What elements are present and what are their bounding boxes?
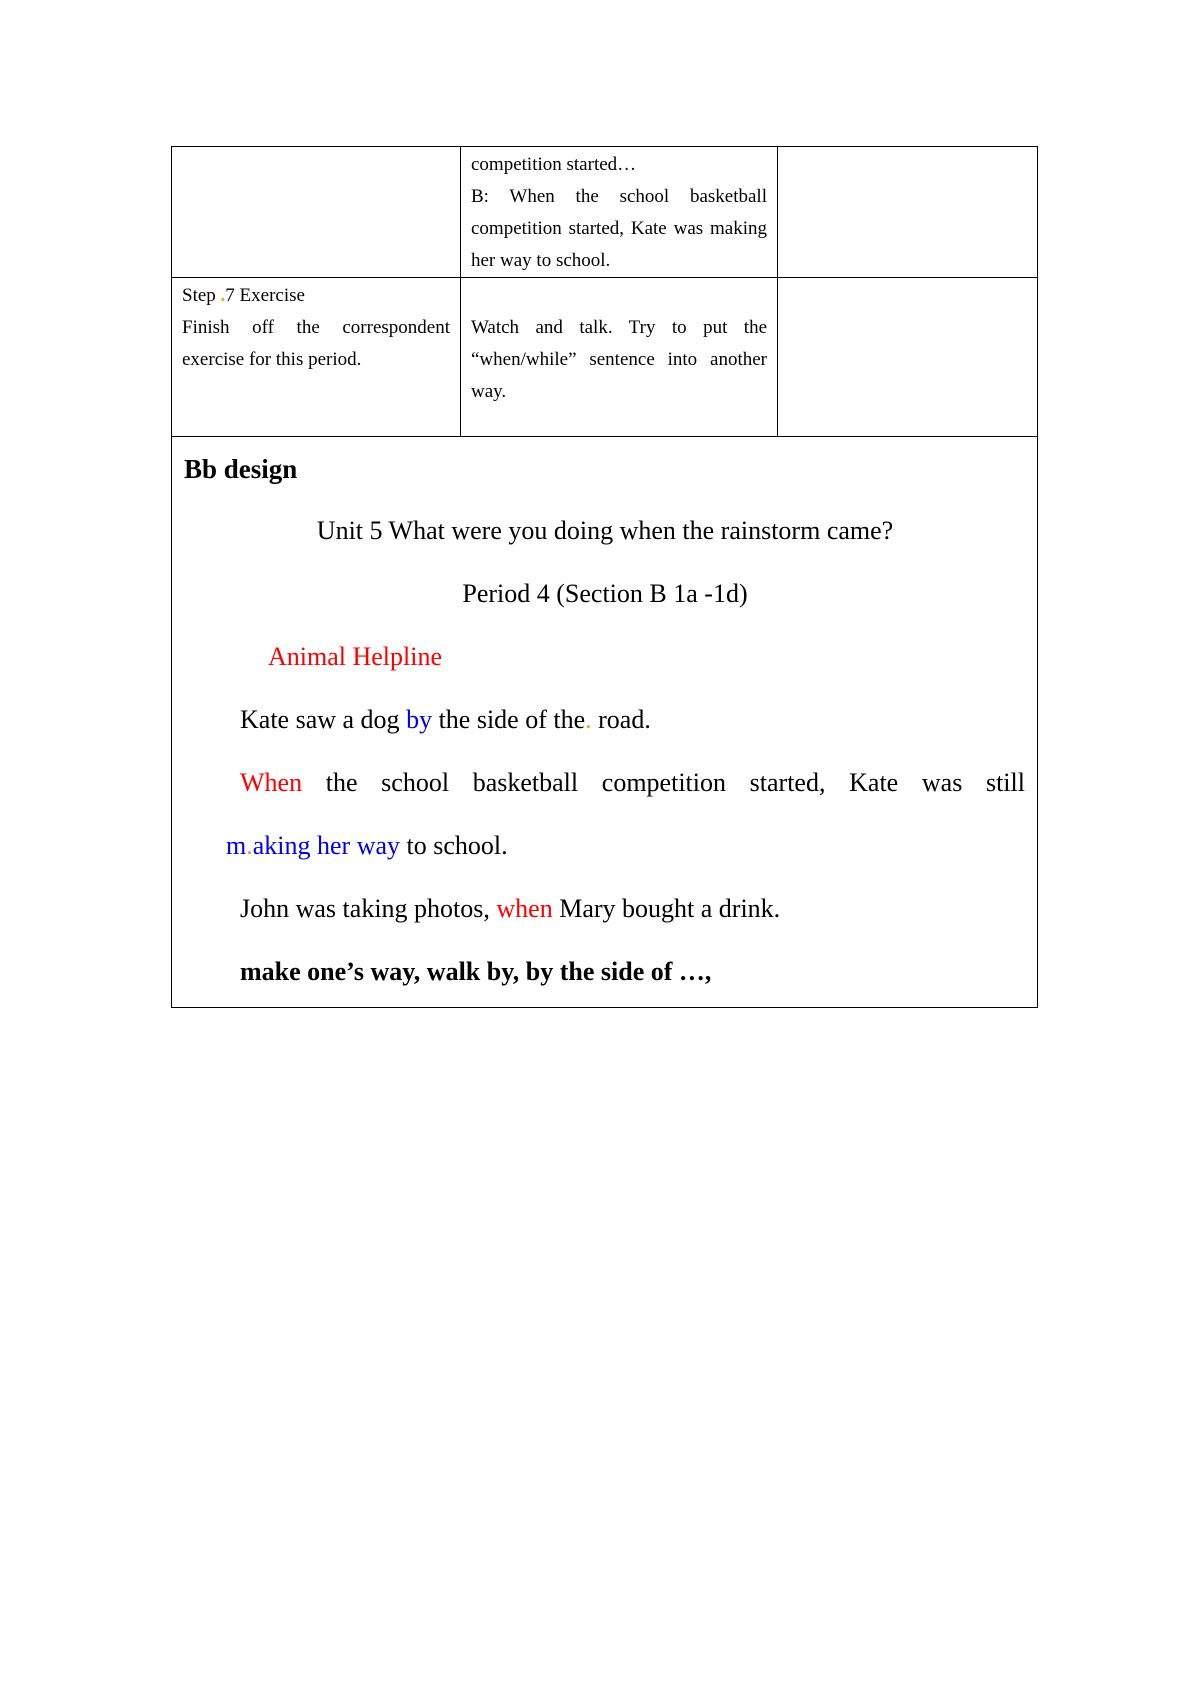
- john-text-1: John was taking photos,: [240, 894, 497, 923]
- lesson-plan-table: [171, 146, 1038, 1008]
- step-heading: [182, 280, 450, 312]
- kate-dot: .: [585, 705, 592, 734]
- kate-by-highlight: by: [406, 705, 433, 734]
- when-word: When: [240, 768, 303, 797]
- john-when-highlight: when: [496, 894, 553, 923]
- row1-purpose-cell: [778, 147, 1038, 278]
- table-row: [172, 147, 1038, 278]
- making-her-way-highlight: aking her way: [252, 831, 401, 860]
- row2-activity-text: Watch and talk. Try to put the “when/while” sentence into another way.: [471, 317, 767, 402]
- step-label: Step: [182, 285, 216, 306]
- row2-procedure-cell: [172, 278, 461, 437]
- step-description: Finish off the correspondent exercise for this period.: [182, 317, 450, 370]
- kate-text-1: Kate saw a dog: [240, 705, 407, 734]
- row1-activity-cell: [461, 147, 778, 278]
- making-dot: .: [246, 831, 253, 860]
- bb-design-title: Bb design: [184, 454, 298, 484]
- john-sentence: [240, 893, 780, 925]
- when-word: was: [921, 768, 963, 797]
- when-word: started,: [749, 768, 826, 797]
- row1-line-2: B: When the school basketball competition started, Kate was making her way to school.: [471, 186, 767, 271]
- row1-procedure-cell: [172, 147, 461, 278]
- row2-activity-cell: [461, 278, 778, 437]
- unit-title: Unit 5 What were you doing when the rainstorm came?: [316, 516, 894, 545]
- bb-design-cell: [172, 437, 1038, 1008]
- step-rest: 7 Exercise: [225, 285, 305, 306]
- key-phrases: make one’s way, walk by, by the side of …,: [240, 957, 712, 986]
- step-dot: .: [220, 285, 226, 306]
- kate-text-2: the side of the: [432, 705, 586, 734]
- kate-text-3: road.: [591, 705, 651, 734]
- when-word: basketball: [472, 768, 579, 797]
- making-sentence: [226, 830, 508, 862]
- row2-purpose-cell: [778, 278, 1038, 437]
- table-row: [172, 278, 1038, 437]
- bb-design-row: [172, 437, 1038, 1008]
- when-word: competition: [601, 768, 726, 797]
- animal-helpline-heading: Animal Helpline: [268, 642, 443, 671]
- when-word: Kate: [849, 768, 899, 797]
- making-tail: to school.: [400, 831, 508, 860]
- when-sentence: [240, 767, 1025, 799]
- when-word: still: [985, 768, 1025, 797]
- row1-line-1: competition started…: [471, 154, 637, 175]
- period-title: Period 4 (Section B 1a -1d): [462, 579, 748, 608]
- kate-sentence: [240, 704, 651, 736]
- john-text-2: Mary bought a drink.: [552, 894, 781, 923]
- making-m: m: [226, 831, 247, 860]
- when-word: the: [325, 768, 358, 797]
- when-word: school: [381, 768, 450, 797]
